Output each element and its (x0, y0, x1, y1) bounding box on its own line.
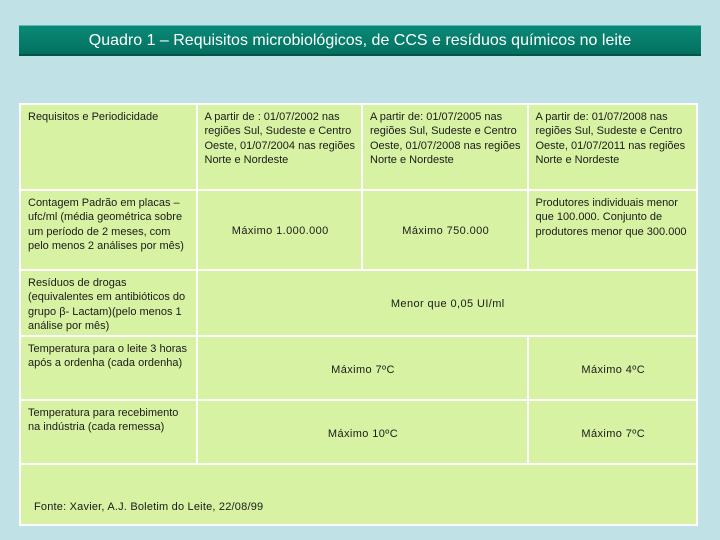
header-2002: A partir de : 01/07/2002 nas regiões Sul, Sudeste e Centro Oeste, 01/07/2004 nas regiões Norte e Nordeste (197, 104, 363, 190)
cpp-label: Contagem Padrão em placas – ufc/ml (média geométrica sobre um período de 2 meses, com pelo menos 2 análises por mês) (20, 190, 197, 270)
page-title: Quadro 1 – Requisitos microbiológicos, de CCS e resíduos químicos no leite (19, 25, 701, 56)
source-citation: Fonte: Xavier, A.J. Boletim do Leite, 22/08/99 (34, 501, 264, 513)
temp-industria-early: Máximo 10ºC (197, 400, 528, 464)
cpp-2002: Máximo 1.000.000 (197, 190, 363, 270)
table-row-temp-industria (20, 400, 697, 464)
table-header-row (20, 104, 697, 190)
temp-industria-label: Temperatura para recebimento na indústria (cada remessa) (20, 400, 197, 464)
table-row-cpp (20, 190, 697, 270)
table-footer-cell (20, 464, 697, 525)
header-2008: A partir de: 01/07/2008 nas regiões Sul, Sudeste e Centro Oeste, 01/07/2011 nas regiões Norte e Nordeste (528, 104, 698, 190)
temp-ordenha-2008: Máximo 4ºC (528, 336, 698, 400)
requirements-table (19, 103, 698, 526)
residuos-label: Resíduos de drogas (equivalentes em antibióticos do grupo β- Lactam)(pelo menos 1 análise por mês) (20, 270, 197, 336)
temp-ordenha-early: Máximo 7ºC (197, 336, 528, 400)
header-requirements: Requisitos e Periodicidade (20, 104, 197, 190)
table-row-temp-ordenha (20, 336, 697, 400)
cpp-2008: Produtores individuais menor que 100.000. Conjunto de produtores menor que 300.000 (528, 190, 698, 270)
temp-ordenha-label: Temperatura para o leite 3 horas após a ordenha (cada ordenha) (20, 336, 197, 400)
residuos-value: Menor que 0,05 UI/ml (197, 270, 698, 336)
header-2005: A partir de: 01/07/2005 nas regiões Sul, Sudeste e Centro Oeste, 01/07/2008 nas regiões Norte e Nordeste (362, 104, 528, 190)
temp-industria-2008: Máximo 7ºC (528, 400, 698, 464)
cpp-2005: Máximo 750.000 (362, 190, 528, 270)
table-row-residuos (20, 270, 697, 336)
table-footer-row (20, 464, 697, 525)
